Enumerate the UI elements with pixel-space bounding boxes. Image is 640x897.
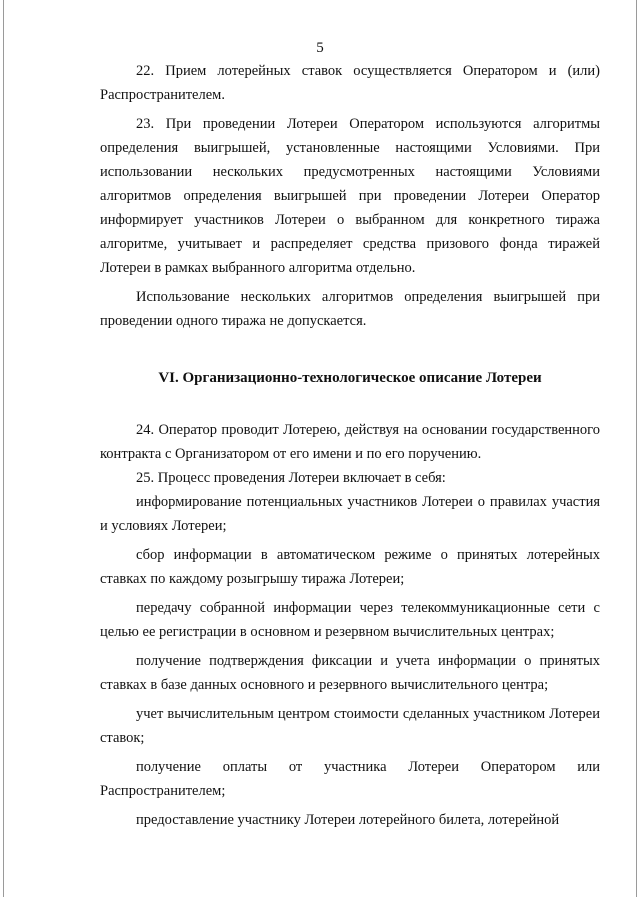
scan-edge-right xyxy=(636,0,637,897)
paragraph-24: 24. Оператор проводит Лотерею, действуя на основании государственного контракта с Организатором от его имени и по его поручению. xyxy=(100,422,600,462)
page-number: 5 xyxy=(316,40,324,56)
list-item-data-collection: сбор информации в автоматическом режиме о принятых лотерейных ставках по каждому розыгрышу тиража Лотереи; xyxy=(100,547,600,587)
paragraph-22: 22. Прием лотерейных ставок осуществляется Оператором и (или) Распространителем. xyxy=(100,63,600,103)
paragraph-23: 23. При проведении Лотереи Оператором используются алгоритмы определения выигрышей, установленные настоящими Условиями. При использовании нескольких предусмотренных настоящими Условиями алгоритмов определения выигрышей при проведении Лотереи Оператор информирует участников Лотереи о выбранном для конкретного тиража алгоритме, учитывает и распределяет средства призового фонда тиражей Лотереи в рамках выбранного алгоритма отдельно. xyxy=(100,116,600,276)
section-heading: VI. Организационно-технологическое описание Лотереи xyxy=(158,370,542,386)
list-item-stake-accounting: учет вычислительным центром стоимости сделанных участником Лотереи ставок; xyxy=(100,706,600,746)
list-item-confirmation: получение подтверждения фиксации и учета информации о принятых ставках в базе данных основного и резервного вычислительного центра; xyxy=(100,653,600,693)
document-body xyxy=(100,59,600,837)
list-item-ticket-issuance: предоставление участнику Лотереи лотерейного билета, лотерейной xyxy=(136,812,560,828)
list-item-informing: информирование потенциальных участников Лотереи о правилах участия и условиях Лотереи; xyxy=(100,494,600,534)
list-item-payment: получение оплаты от участника Лотереи Оператором или Распространителем; xyxy=(100,759,600,799)
paragraph-algorithms-restriction: Использование нескольких алгоритмов определения выигрышей при проведении одного тиража не допускается. xyxy=(100,289,600,329)
paragraph-25: 25. Процесс проведения Лотереи включает в себя: xyxy=(136,470,446,486)
list-item-data-transfer: передачу собранной информации через телекоммуникационные сети с целью ее регистрации в основном и резервном вычислительных центрах; xyxy=(100,600,600,640)
scan-edge-left xyxy=(3,0,4,897)
